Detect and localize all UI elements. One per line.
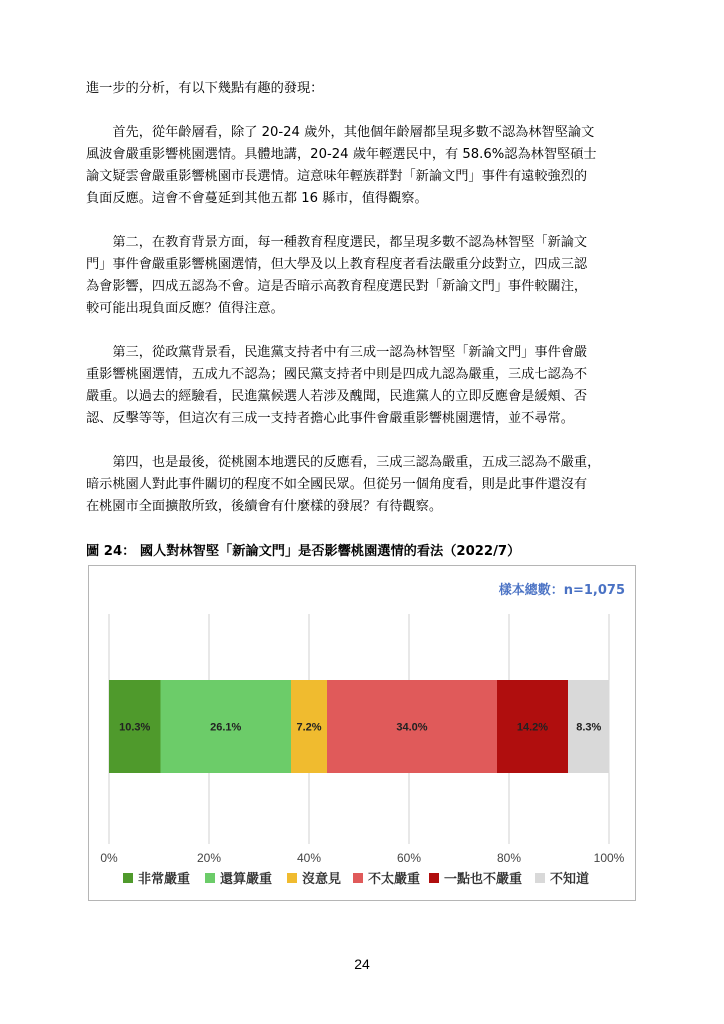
stacked-bar-chart <box>88 565 636 901</box>
paragraph-4 <box>86 452 640 518</box>
x-tick-label: 60% <box>396 851 422 865</box>
paragraph-2 <box>86 232 640 320</box>
legend-label: 不知道 <box>550 872 590 887</box>
legend-swatch <box>205 873 215 883</box>
paragraph-line: 第三，從政黨背景看，民進黨支持者中有三成一認為林智堅「新論文門」事件會嚴 <box>86 345 588 360</box>
legend-label: 非常嚴重 <box>138 872 191 887</box>
paragraph-line: 嚴重。以過去的經驗看，民進黨候選人若涉及醜聞，民進黨人的立即反應會是緩頰、否 <box>86 389 588 404</box>
legend-label: 沒意見 <box>302 872 342 887</box>
legend-swatch <box>123 873 133 883</box>
x-tick-label: 0% <box>100 851 118 865</box>
paragraph-line: 重影響桃園選情，五成九不認為；國民黨支持者中則是四成九認為嚴重，三成七認為不 <box>86 367 588 382</box>
data-label: 14.2% <box>516 721 549 734</box>
paragraph-line: 門」事件會嚴重影響桃園選情，但大學及以上教育程度者看法嚴重分歧對立，四成三認 <box>86 257 588 272</box>
paragraph-line: 第四，也是最後，從桃園本地選民的反應看，三成三認為嚴重，五成三認為不嚴重， <box>86 455 601 470</box>
paragraph-line: 第二，在教育背景方面，每一種教育程度選民，都呈現多數不認為林智堅「新論文 <box>86 235 588 250</box>
x-tick-label: 20% <box>196 851 222 865</box>
paragraph-line: 負面反應。這會不會蔓延到其他五都 16 縣市，值得觀察。 <box>86 191 428 206</box>
intro-line <box>86 78 640 100</box>
paragraph-line: 在桃園市全面擴散所致，後續會有什麼樣的發展？有待觀察。 <box>86 499 443 514</box>
data-label: 34.0% <box>396 721 428 734</box>
legend-swatch <box>429 873 439 883</box>
figure-caption: 圖 24： 國人對林智堅「新論文門」是否影響桃園選情的看法（2022/7） <box>86 544 521 559</box>
x-tick-label: 100% <box>593 851 625 865</box>
paragraph-line: 為會影響，四成五認為不會。這是否暗示高教育程度選民對「新論文門」事件較關注， <box>86 279 588 294</box>
legend-swatch <box>353 873 363 883</box>
data-label: 8.3% <box>576 721 602 734</box>
paragraph-3 <box>86 342 640 430</box>
x-tick-label: 80% <box>496 851 522 865</box>
paragraph-1 <box>86 122 640 210</box>
paragraph-line: 暗示桃園人對此事件關切的程度不如全國民眾。但從另一個角度看，則是此事件還沒有 <box>86 477 588 492</box>
paragraph-line: 論文疑雲會嚴重影響桃園市長選情。這意味年輕族群對「新論文門」事件有遠較強烈的 <box>86 169 588 184</box>
legend-label: 還算嚴重 <box>220 872 273 887</box>
legend-label: 不太嚴重 <box>368 872 421 887</box>
legend-swatch <box>287 873 297 883</box>
paragraph-line: 認、反擊等等，但這次有三成一支持者擔心此事件會嚴重影響桃園選情，並不尋常。 <box>86 411 574 426</box>
chart-svg <box>89 566 635 900</box>
page-number: 24 <box>354 956 370 972</box>
intro-text: 進一步的分析，有以下幾點有趣的發現： <box>86 81 324 96</box>
data-label: 10.3% <box>119 721 151 734</box>
legend-label: 一點也不嚴重 <box>444 872 523 887</box>
data-label: 7.2% <box>296 721 322 734</box>
paragraph-line: 較可能出現負面反應？值得注意。 <box>86 301 284 316</box>
data-label: 26.1% <box>210 721 242 734</box>
x-tick-label: 40% <box>296 851 322 865</box>
sample-size-note: 樣本總數：n=1,075 <box>498 583 625 598</box>
paragraph-line: 首先，從年齡層看，除了 20-24 歲外，其他個年齡層都呈現多數不認為林智堅論文 <box>86 125 595 140</box>
legend-swatch <box>535 873 545 883</box>
paragraph-line: 風波會嚴重影響桃園選情。具體地講，20-24 歲年輕選民中，有 58.6%認為林智堅碩士 <box>86 147 597 162</box>
